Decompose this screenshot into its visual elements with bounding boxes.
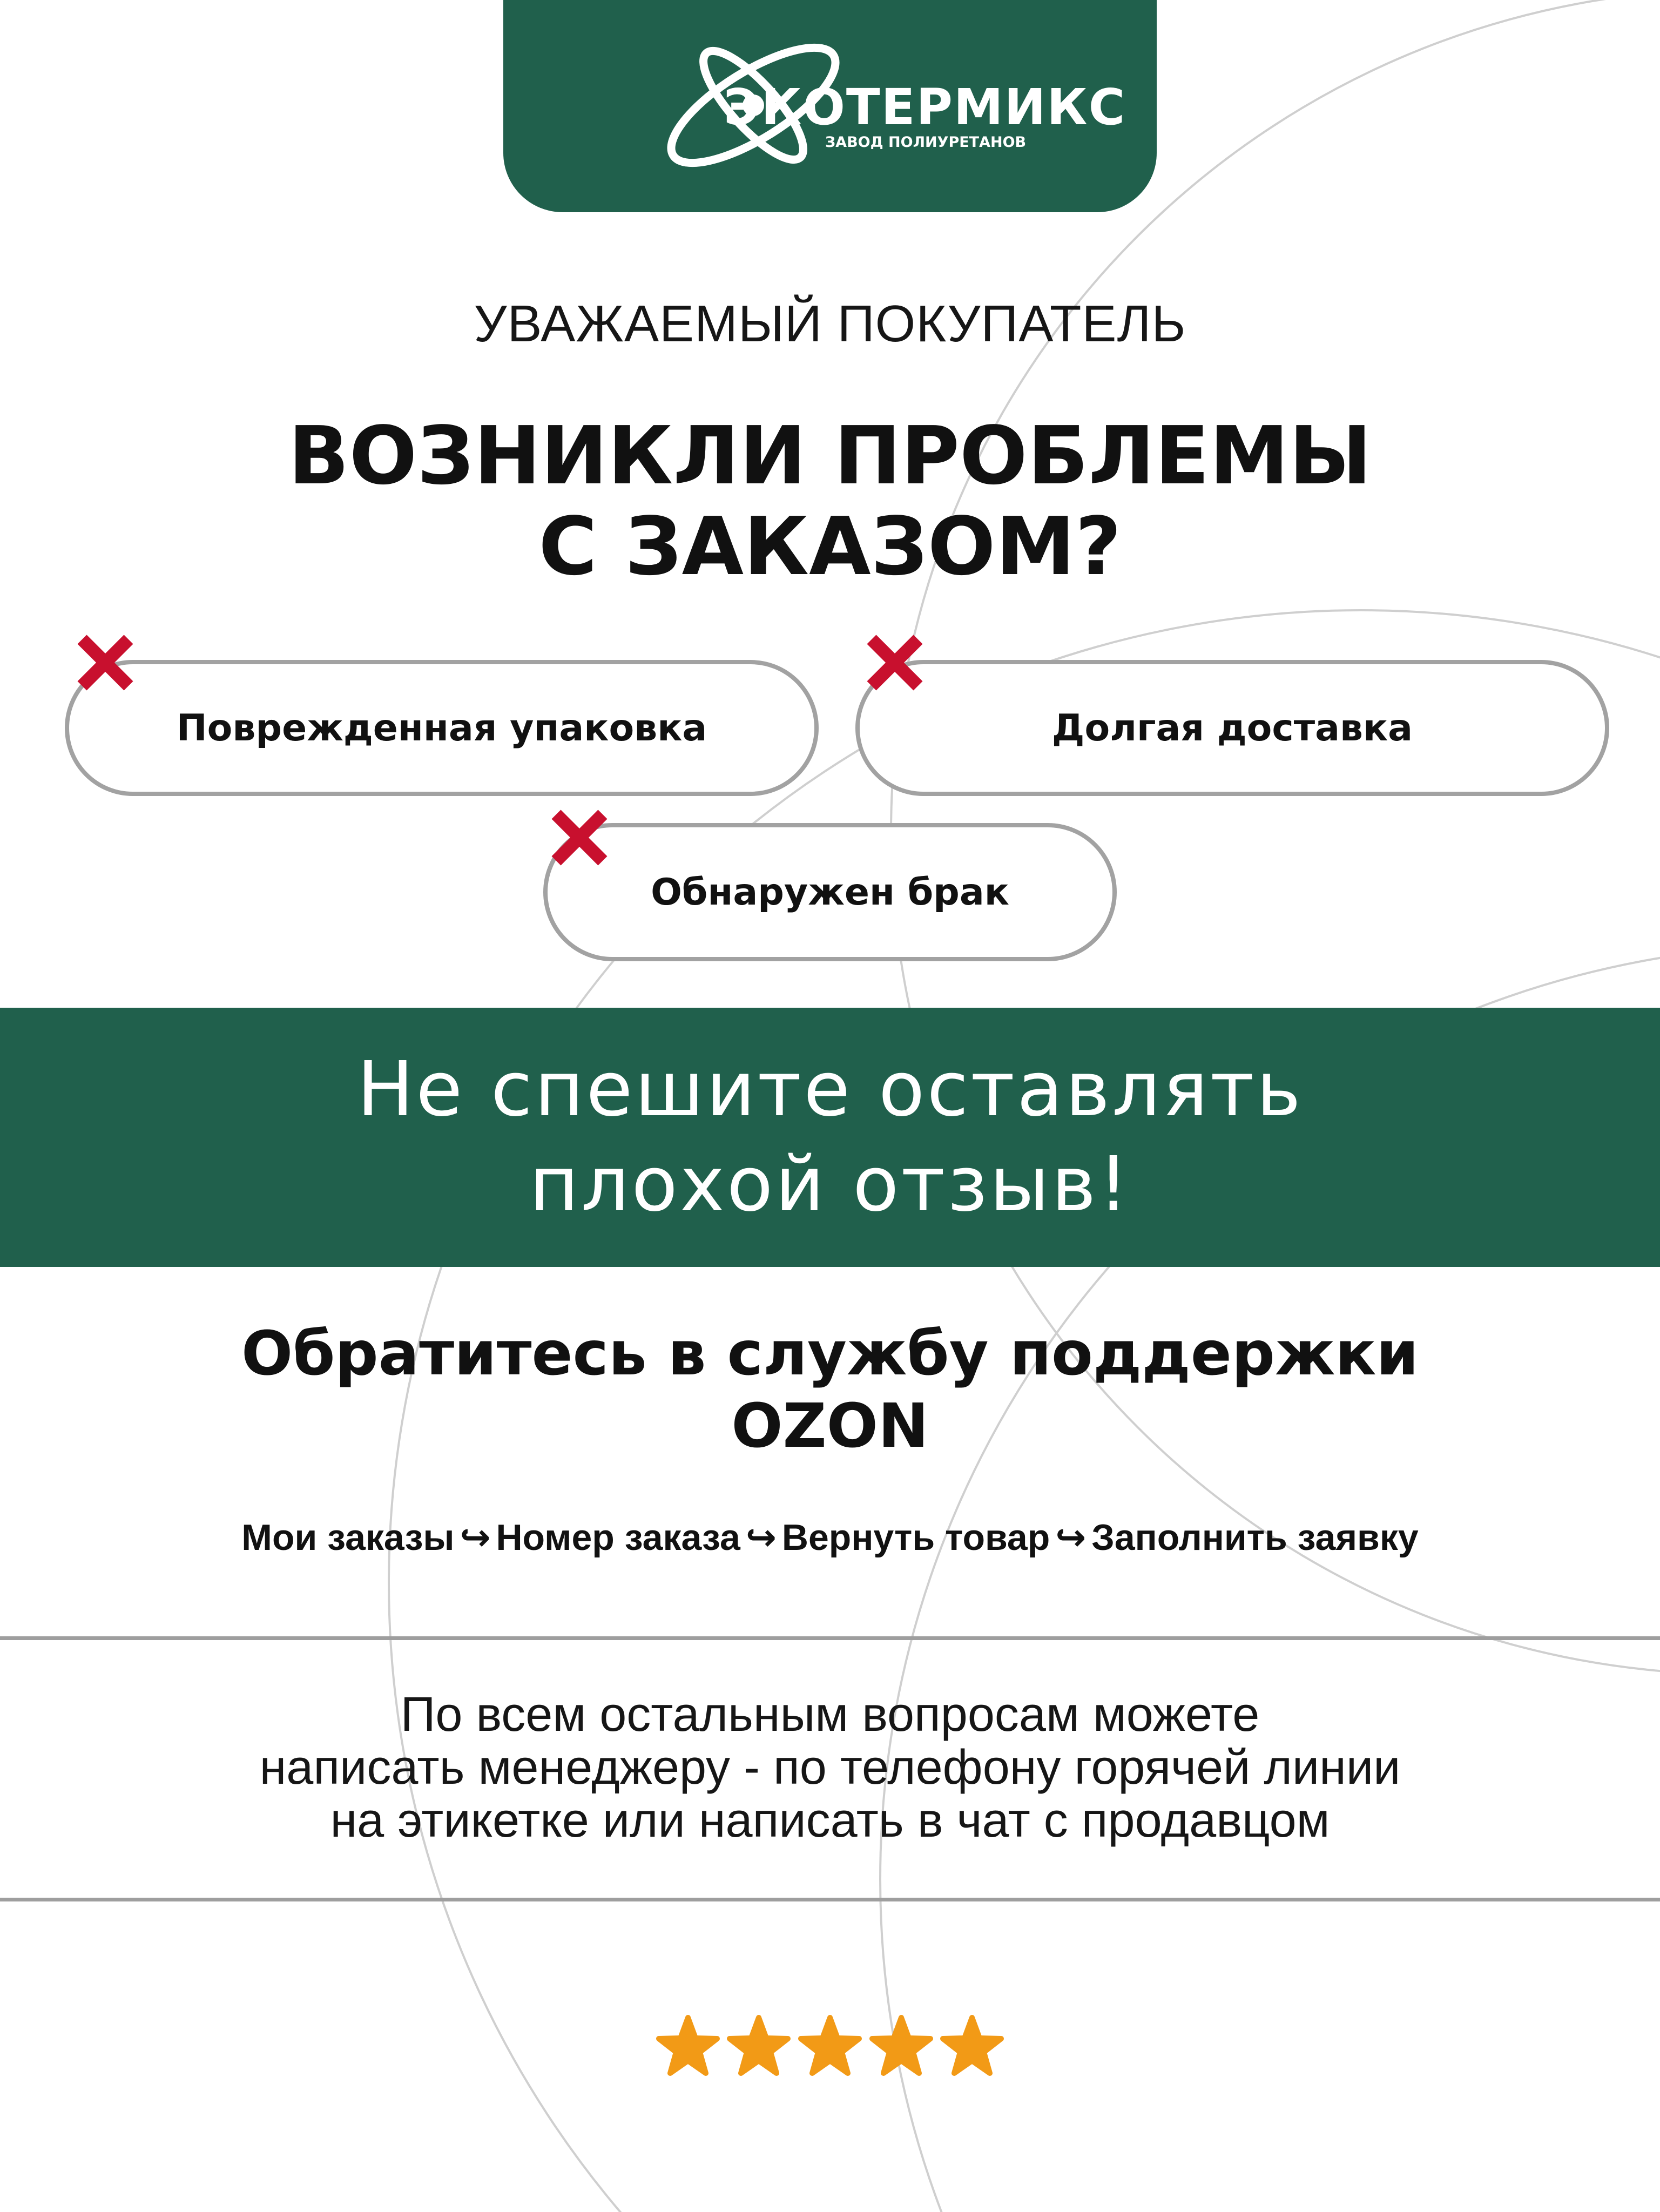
- star-icon: [801, 2018, 859, 2073]
- problem-pill-damaged-packaging: [65, 660, 819, 796]
- problem-label: Долгая доставка: [1051, 706, 1413, 750]
- headline-line-2: С ЗАКАЗОМ?: [538, 500, 1122, 593]
- brand-logo-text: ЭКОТЕРМИКС: [724, 78, 1126, 136]
- dont-rush-review-text: [0, 1042, 1660, 1232]
- curved-arrow-icon: ↪: [460, 1516, 491, 1559]
- divider-bottom: [0, 1898, 1660, 1901]
- problem-label: Поврежденная упаковка: [176, 706, 707, 750]
- curved-arrow-icon: ↪: [745, 1516, 777, 1559]
- cross-icon: [76, 633, 135, 692]
- support-heading: [0, 1318, 1660, 1462]
- curved-arrow-icon: ↪: [1055, 1516, 1087, 1559]
- path-step: Вернуть товар: [781, 1517, 1050, 1558]
- other-line-1: По всем остальным вопросам можете: [400, 1688, 1260, 1742]
- star-icon: [943, 2018, 1001, 2073]
- star-icon: [659, 2018, 717, 2073]
- problem-pill-defect-found: [543, 823, 1117, 961]
- band-line-1: Не спешите оставлять: [356, 1046, 1304, 1134]
- cross-icon: [550, 808, 609, 867]
- star-icon: [730, 2018, 788, 2073]
- path-step: Номер заказа: [496, 1517, 740, 1558]
- greeting-text: УВАЖАЕМЫЙ ПОКУПАТЕЛЬ: [474, 295, 1186, 353]
- problem-label: Обнаружен брак: [651, 871, 1009, 914]
- headline: [0, 410, 1660, 592]
- five-star-rating: [654, 2009, 1006, 2085]
- cross-icon: [865, 633, 925, 692]
- band-line-2: плохой отзыв!: [529, 1141, 1131, 1229]
- star-icon: [872, 2018, 930, 2073]
- support-line-1: Обратитесь в службу поддержки: [241, 1319, 1419, 1389]
- path-step: Заполнить заявку: [1091, 1517, 1419, 1558]
- support-line-2: OZON: [731, 1391, 929, 1461]
- path-step: Мои заказы: [241, 1517, 455, 1558]
- problem-pill-long-delivery: [855, 660, 1609, 796]
- other-line-3: на этикетке или написать в чат с продавцом: [330, 1793, 1330, 1847]
- brand-tagline: ЗАВОД ПОЛИУРЕТАНОВ: [825, 134, 1027, 151]
- return-path-steps: [0, 1516, 1660, 1559]
- divider-top: [0, 1636, 1660, 1640]
- other-line-2: написать менеджеру - по телефону горячей линии: [259, 1741, 1401, 1795]
- other-questions-text: [0, 1688, 1660, 1847]
- headline-line-1: ВОЗНИКЛИ ПРОБЛЕМЫ: [288, 409, 1372, 502]
